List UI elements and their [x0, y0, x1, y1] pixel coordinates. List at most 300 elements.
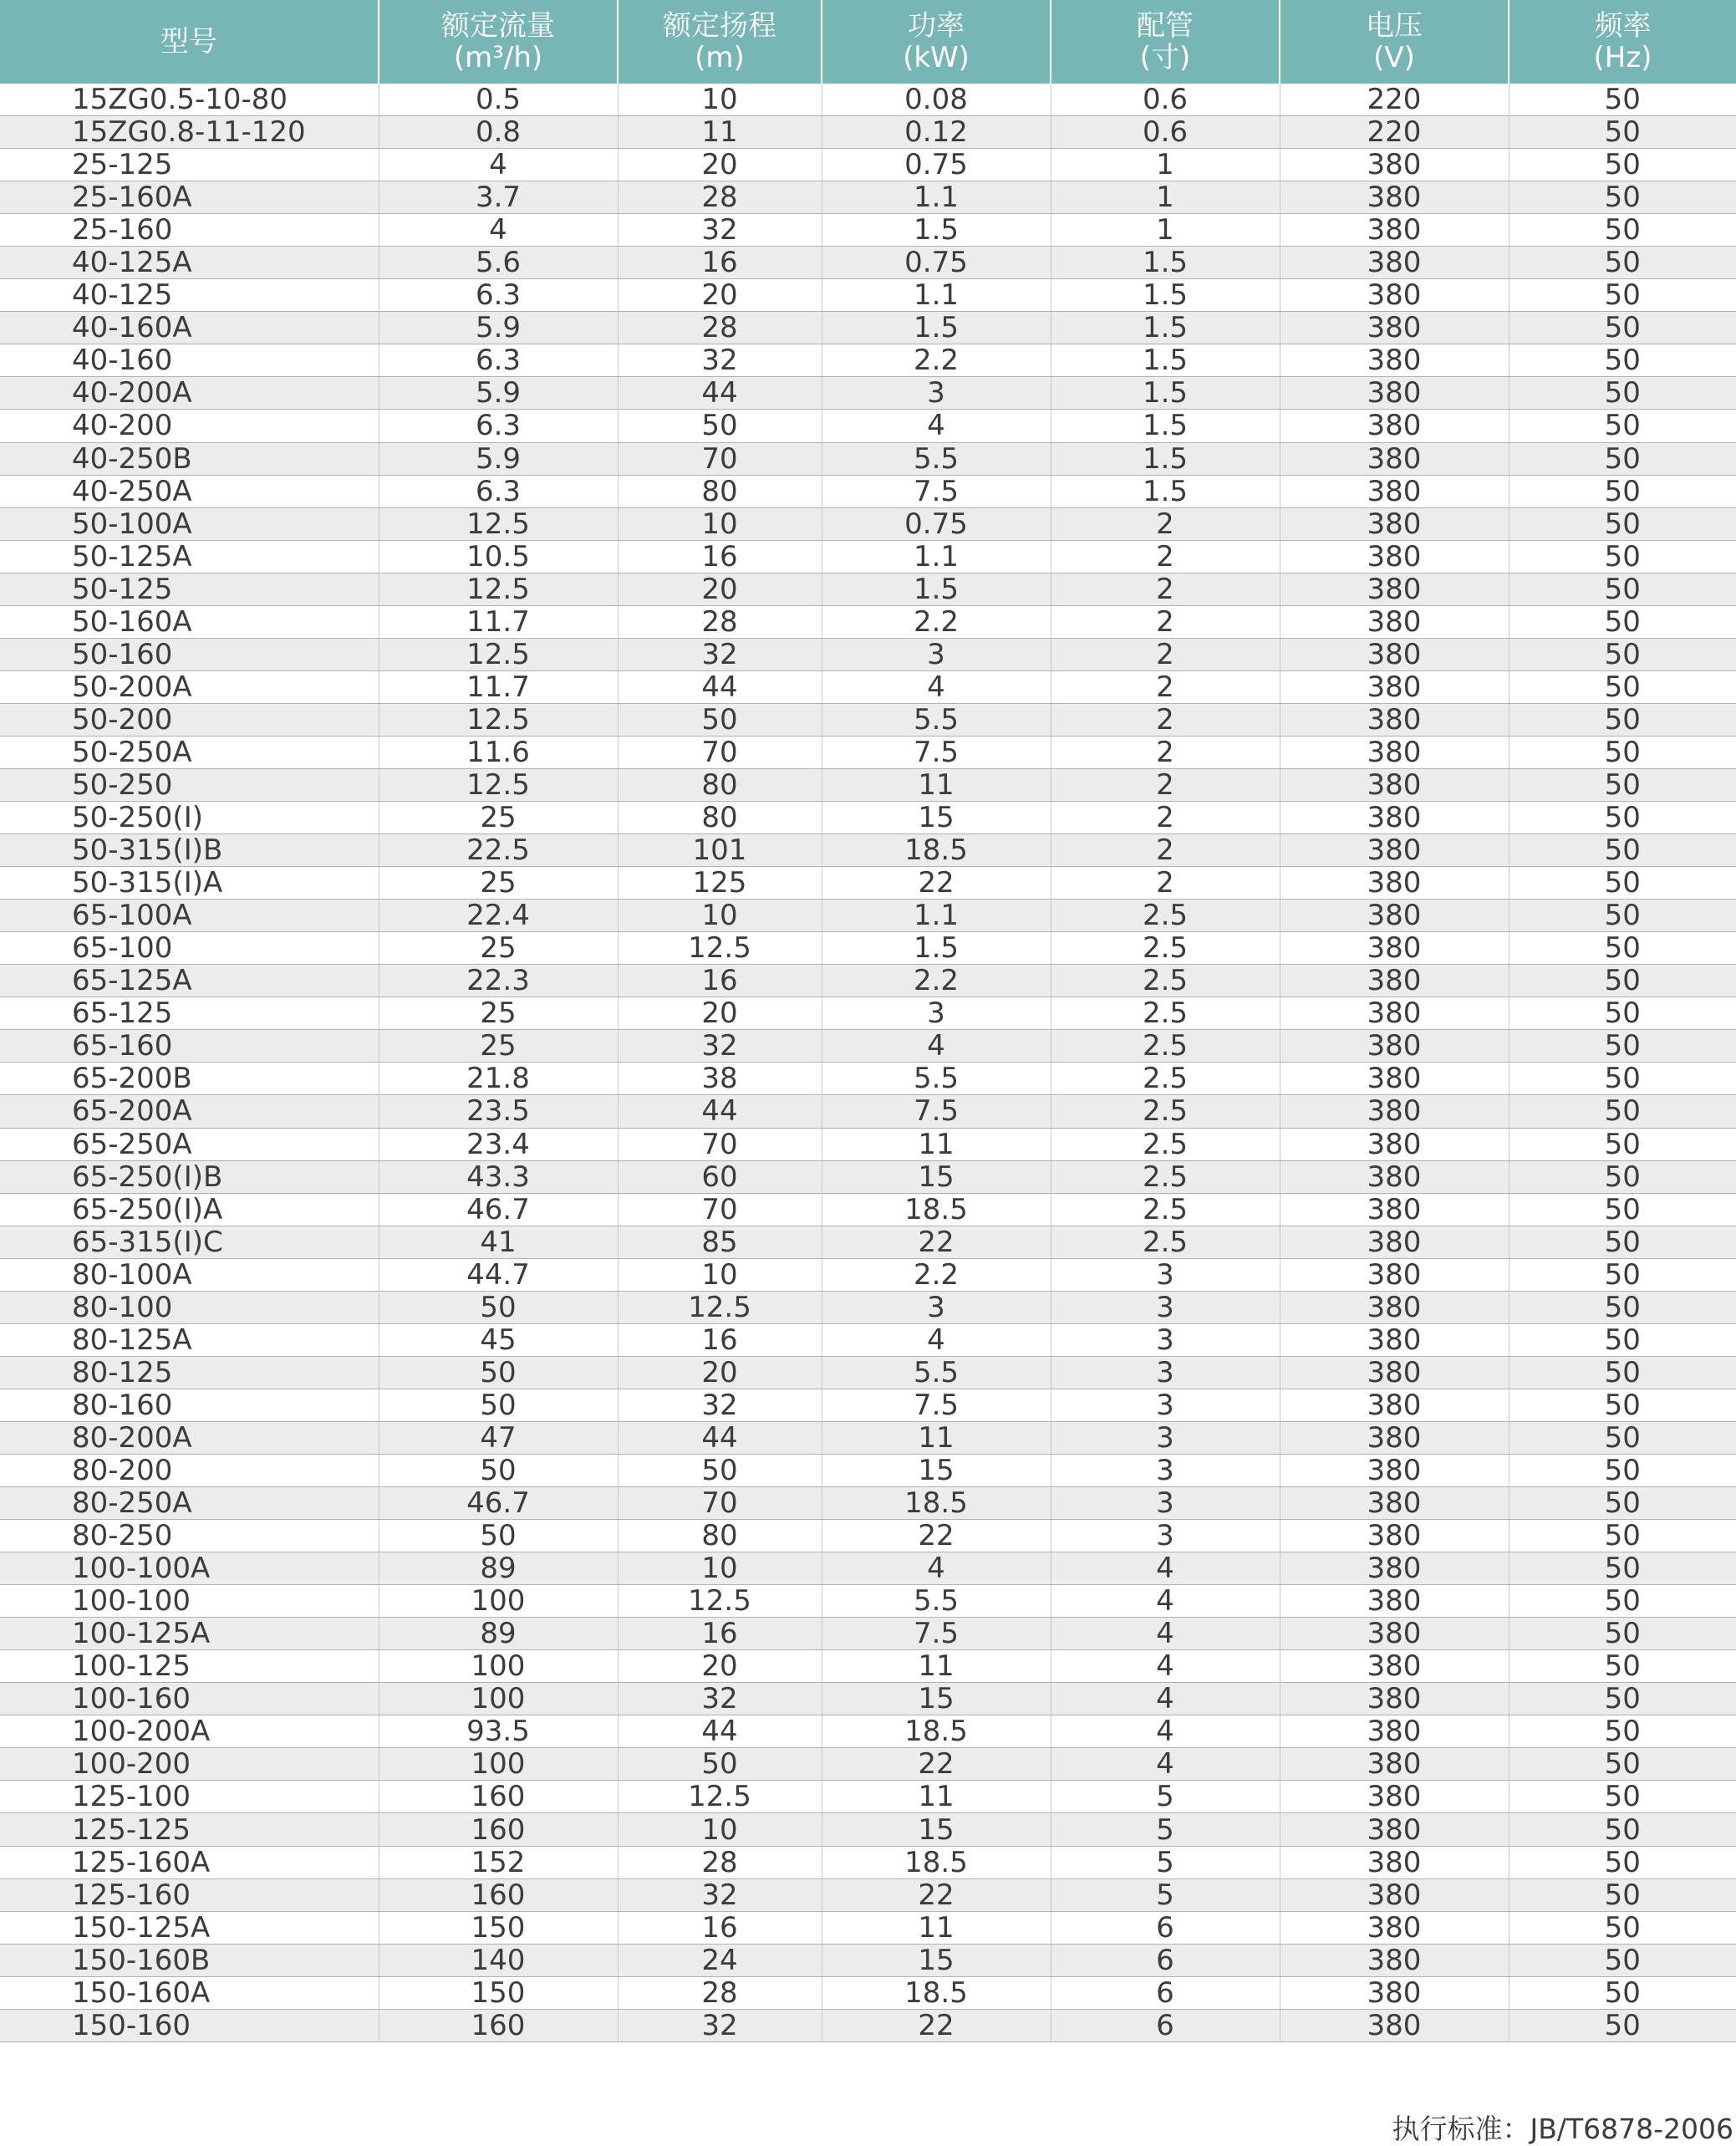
cell-model: 50-160A [0, 605, 379, 638]
cell-power: 1.1 [822, 900, 1051, 932]
table-row [0, 377, 1736, 410]
cell-model: 65-200A [0, 1095, 379, 1128]
cell-pipe: 6 [1051, 1976, 1280, 2009]
table-row [0, 1454, 1736, 1486]
table-row [0, 1813, 1736, 1846]
cell-pipe: 3 [1051, 1291, 1280, 1323]
cell-pipe: 4 [1051, 1585, 1280, 1618]
cell-power: 15 [822, 1944, 1051, 1976]
cell-frequency: 50 [1509, 344, 1736, 377]
cell-head: 101 [618, 834, 822, 867]
cell-head: 50 [618, 410, 822, 442]
cell-voltage: 380 [1280, 1487, 1509, 1520]
cell-voltage: 380 [1280, 1226, 1509, 1258]
cell-head: 80 [618, 802, 822, 834]
cell-flow: 50 [379, 1356, 618, 1389]
cell-power: 1.1 [822, 279, 1051, 312]
cell-power: 0.08 [822, 84, 1051, 116]
cell-model: 40-250A [0, 475, 379, 507]
cell-frequency: 50 [1509, 1846, 1736, 1878]
cell-flow: 25 [379, 932, 618, 965]
cell-model: 65-100 [0, 932, 379, 965]
cell-flow: 12.5 [379, 507, 618, 540]
cell-pipe: 2.5 [1051, 1063, 1280, 1095]
cell-model: 50-100A [0, 507, 379, 540]
table-row [0, 442, 1736, 475]
cell-flow: 22.4 [379, 900, 618, 932]
cell-head: 70 [618, 1487, 822, 1520]
cell-head: 70 [618, 1128, 822, 1160]
table-row [0, 1030, 1736, 1063]
cell-power: 11 [822, 1911, 1051, 1944]
cell-frequency: 50 [1509, 965, 1736, 997]
cell-frequency: 50 [1509, 410, 1736, 442]
cell-flow: 6.3 [379, 410, 618, 442]
cell-pipe: 5 [1051, 1813, 1280, 1846]
cell-flow: 50 [379, 1520, 618, 1552]
cell-frequency: 50 [1509, 1781, 1736, 1813]
cell-frequency: 50 [1509, 181, 1736, 214]
cell-head: 20 [618, 1650, 822, 1683]
cell-power: 5.5 [822, 1585, 1051, 1618]
cell-power: 22 [822, 2009, 1051, 2042]
cell-head: 32 [618, 638, 822, 670]
cell-power: 5.5 [822, 703, 1051, 736]
table-row [0, 181, 1736, 214]
cell-head: 80 [618, 768, 822, 801]
cell-voltage: 380 [1280, 1944, 1509, 1976]
cell-voltage: 380 [1280, 1356, 1509, 1389]
cell-flow: 150 [379, 1911, 618, 1944]
cell-power: 11 [822, 1650, 1051, 1683]
cell-model: 50-315(I)B [0, 834, 379, 867]
cell-voltage: 380 [1280, 1878, 1509, 1911]
cell-frequency: 50 [1509, 1683, 1736, 1715]
table-row [0, 932, 1736, 965]
cell-frequency: 50 [1509, 605, 1736, 638]
cell-head: 32 [618, 1878, 822, 1911]
cell-frequency: 50 [1509, 247, 1736, 279]
table-row [0, 1063, 1736, 1095]
table-row [0, 1585, 1736, 1618]
cell-head: 11 [618, 116, 822, 149]
cell-frequency: 50 [1509, 1552, 1736, 1585]
cell-pipe: 2.5 [1051, 997, 1280, 1030]
cell-head: 20 [618, 573, 822, 605]
cell-flow: 12.5 [379, 573, 618, 605]
cell-flow: 12.5 [379, 703, 618, 736]
cell-model: 65-160 [0, 1030, 379, 1063]
table-row [0, 900, 1736, 932]
cell-head: 44 [618, 377, 822, 410]
cell-pipe: 1.5 [1051, 410, 1280, 442]
cell-pipe: 3 [1051, 1356, 1280, 1389]
cell-model: 80-250 [0, 1520, 379, 1552]
cell-head: 16 [618, 247, 822, 279]
cell-pipe: 3 [1051, 1323, 1280, 1356]
cell-power: 22 [822, 1226, 1051, 1258]
cell-frequency: 50 [1509, 834, 1736, 867]
cell-model: 100-100A [0, 1552, 379, 1585]
cell-flow: 6.3 [379, 279, 618, 312]
standard-footnote: 执行标准：JB/T6878-2006 [1392, 2113, 1733, 2145]
cell-head: 28 [618, 1976, 822, 2009]
cell-voltage: 380 [1280, 965, 1509, 997]
header-flow [379, 0, 618, 84]
table-row [0, 1421, 1736, 1454]
cell-power: 3 [822, 997, 1051, 1030]
cell-head: 32 [618, 1683, 822, 1715]
table-row [0, 573, 1736, 605]
cell-power: 5.5 [822, 442, 1051, 475]
cell-power: 1.5 [822, 573, 1051, 605]
cell-voltage: 380 [1280, 1585, 1509, 1618]
cell-power: 7.5 [822, 475, 1051, 507]
cell-model: 40-125A [0, 247, 379, 279]
cell-model: 50-125A [0, 540, 379, 573]
table-row [0, 1552, 1736, 1585]
cell-model: 80-100A [0, 1258, 379, 1291]
cell-model: 40-250B [0, 442, 379, 475]
cell-voltage: 380 [1280, 1193, 1509, 1226]
cell-flow: 11.7 [379, 605, 618, 638]
cell-head: 20 [618, 279, 822, 312]
header-model [0, 0, 379, 84]
cell-head: 44 [618, 670, 822, 703]
cell-frequency: 50 [1509, 116, 1736, 149]
cell-model: 40-125 [0, 279, 379, 312]
cell-power: 3 [822, 1291, 1051, 1323]
cell-flow: 0.8 [379, 116, 618, 149]
header-row [0, 0, 1736, 84]
cell-voltage: 380 [1280, 410, 1509, 442]
cell-power: 11 [822, 768, 1051, 801]
cell-frequency: 50 [1509, 1520, 1736, 1552]
cell-frequency: 50 [1509, 1585, 1736, 1618]
cell-pipe: 2 [1051, 540, 1280, 573]
cell-pipe: 1.5 [1051, 279, 1280, 312]
cell-voltage: 380 [1280, 312, 1509, 344]
cell-model: 150-160 [0, 2009, 379, 2042]
table-row [0, 768, 1736, 801]
cell-voltage: 380 [1280, 1846, 1509, 1878]
cell-frequency: 50 [1509, 1128, 1736, 1160]
cell-power: 3 [822, 638, 1051, 670]
cell-model: 65-250(I)A [0, 1193, 379, 1226]
cell-pipe: 2 [1051, 507, 1280, 540]
cell-model: 125-100 [0, 1781, 379, 1813]
cell-model: 100-200A [0, 1715, 379, 1748]
cell-flow: 44.7 [379, 1258, 618, 1291]
cell-frequency: 50 [1509, 1976, 1736, 2009]
cell-power: 15 [822, 802, 1051, 834]
cell-head: 28 [618, 181, 822, 214]
cell-flow: 12.5 [379, 638, 618, 670]
cell-head: 80 [618, 1520, 822, 1552]
cell-model: 65-100A [0, 900, 379, 932]
cell-head: 50 [618, 1748, 822, 1781]
cell-frequency: 50 [1509, 1030, 1736, 1063]
table-row [0, 214, 1736, 247]
cell-head: 44 [618, 1715, 822, 1748]
cell-frequency: 50 [1509, 736, 1736, 768]
cell-power: 22 [822, 867, 1051, 900]
cell-pipe: 2.5 [1051, 1030, 1280, 1063]
table-row [0, 1356, 1736, 1389]
cell-pipe: 4 [1051, 1552, 1280, 1585]
cell-pipe: 3 [1051, 1258, 1280, 1291]
cell-head: 10 [618, 1552, 822, 1585]
cell-flow: 25 [379, 867, 618, 900]
table-row [0, 670, 1736, 703]
cell-pipe: 2 [1051, 573, 1280, 605]
cell-frequency: 50 [1509, 1095, 1736, 1128]
table-row [0, 997, 1736, 1030]
cell-flow: 5.6 [379, 247, 618, 279]
cell-flow: 11.7 [379, 670, 618, 703]
header-unit: (V) [1373, 41, 1415, 74]
header-label: 电压 [1366, 9, 1423, 43]
cell-pipe: 1.5 [1051, 475, 1280, 507]
cell-head: 10 [618, 84, 822, 116]
cell-model: 40-160A [0, 312, 379, 344]
table-row [0, 116, 1736, 149]
cell-head: 20 [618, 149, 822, 181]
cell-frequency: 50 [1509, 475, 1736, 507]
cell-pipe: 1 [1051, 181, 1280, 214]
cell-flow: 160 [379, 1878, 618, 1911]
cell-frequency: 50 [1509, 540, 1736, 573]
table-row [0, 84, 1736, 116]
cell-power: 18.5 [822, 1193, 1051, 1226]
cell-power: 18.5 [822, 834, 1051, 867]
cell-frequency: 50 [1509, 84, 1736, 116]
cell-pipe: 2.5 [1051, 932, 1280, 965]
cell-model: 50-315(I)A [0, 867, 379, 900]
table-row [0, 802, 1736, 834]
cell-flow: 5.9 [379, 377, 618, 410]
cell-voltage: 380 [1280, 736, 1509, 768]
table-row [0, 1487, 1736, 1520]
cell-voltage: 380 [1280, 1389, 1509, 1421]
cell-frequency: 50 [1509, 900, 1736, 932]
header-label: 额定扬程 [663, 9, 776, 43]
cell-model: 65-200B [0, 1063, 379, 1095]
cell-flow: 160 [379, 1813, 618, 1846]
cell-flow: 25 [379, 1030, 618, 1063]
cell-model: 25-125 [0, 149, 379, 181]
cell-frequency: 50 [1509, 638, 1736, 670]
cell-voltage: 380 [1280, 214, 1509, 247]
table-row [0, 1650, 1736, 1683]
cell-pipe: 5 [1051, 1781, 1280, 1813]
header-voltage [1280, 0, 1509, 84]
cell-head: 38 [618, 1063, 822, 1095]
cell-power: 22 [822, 1878, 1051, 1911]
cell-head: 12.5 [618, 1585, 822, 1618]
cell-flow: 46.7 [379, 1487, 618, 1520]
cell-frequency: 50 [1509, 149, 1736, 181]
cell-model: 65-125A [0, 965, 379, 997]
cell-pipe: 2.5 [1051, 1193, 1280, 1226]
table-row [0, 703, 1736, 736]
cell-power: 4 [822, 1030, 1051, 1063]
cell-frequency: 50 [1509, 1487, 1736, 1520]
cell-model: 15ZG0.8-11-120 [0, 116, 379, 149]
header-power [822, 0, 1051, 84]
cell-model: 50-125 [0, 573, 379, 605]
cell-frequency: 50 [1509, 1748, 1736, 1781]
cell-pipe: 2 [1051, 768, 1280, 801]
cell-flow: 25 [379, 802, 618, 834]
cell-flow: 41 [379, 1226, 618, 1258]
cell-power: 5.5 [822, 1356, 1051, 1389]
cell-voltage: 380 [1280, 1781, 1509, 1813]
cell-head: 12.5 [618, 1291, 822, 1323]
cell-flow: 46.7 [379, 1193, 618, 1226]
cell-model: 40-200 [0, 410, 379, 442]
table-body [0, 84, 1736, 2042]
cell-model: 65-315(I)C [0, 1226, 379, 1258]
cell-flow: 4 [379, 149, 618, 181]
cell-frequency: 50 [1509, 312, 1736, 344]
cell-head: 28 [618, 312, 822, 344]
cell-power: 15 [822, 1160, 1051, 1193]
cell-pipe: 2 [1051, 802, 1280, 834]
cell-pipe: 2 [1051, 834, 1280, 867]
cell-pipe: 4 [1051, 1683, 1280, 1715]
cell-model: 80-200 [0, 1454, 379, 1486]
cell-flow: 3.7 [379, 181, 618, 214]
cell-flow: 6.3 [379, 344, 618, 377]
cell-voltage: 380 [1280, 1258, 1509, 1291]
cell-pipe: 2 [1051, 703, 1280, 736]
cell-power: 1.5 [822, 214, 1051, 247]
cell-flow: 50 [379, 1291, 618, 1323]
cell-pipe: 2 [1051, 638, 1280, 670]
cell-power: 4 [822, 410, 1051, 442]
table-row [0, 1160, 1736, 1193]
cell-head: 32 [618, 1389, 822, 1421]
cell-flow: 47 [379, 1421, 618, 1454]
cell-pipe: 1.5 [1051, 442, 1280, 475]
cell-head: 16 [618, 540, 822, 573]
cell-flow: 100 [379, 1650, 618, 1683]
cell-model: 80-125A [0, 1323, 379, 1356]
cell-model: 50-200 [0, 703, 379, 736]
cell-pipe: 3 [1051, 1520, 1280, 1552]
cell-voltage: 380 [1280, 670, 1509, 703]
table-row [0, 834, 1736, 867]
cell-frequency: 50 [1509, 279, 1736, 312]
cell-frequency: 50 [1509, 1650, 1736, 1683]
cell-voltage: 380 [1280, 442, 1509, 475]
cell-flow: 100 [379, 1748, 618, 1781]
cell-head: 20 [618, 997, 822, 1030]
table-row [0, 736, 1736, 768]
cell-flow: 152 [379, 1846, 618, 1878]
table-row [0, 1683, 1736, 1715]
cell-voltage: 380 [1280, 1291, 1509, 1323]
cell-frequency: 50 [1509, 442, 1736, 475]
table-header [0, 0, 1736, 84]
cell-frequency: 50 [1509, 1813, 1736, 1846]
cell-flow: 23.5 [379, 1095, 618, 1128]
cell-model: 15ZG0.5-10-80 [0, 84, 379, 116]
cell-frequency: 50 [1509, 1878, 1736, 1911]
cell-head: 32 [618, 1030, 822, 1063]
cell-voltage: 380 [1280, 1911, 1509, 1944]
cell-pipe: 6 [1051, 2009, 1280, 2042]
cell-head: 10 [618, 1813, 822, 1846]
table-row [0, 247, 1736, 279]
cell-voltage: 380 [1280, 997, 1509, 1030]
cell-power: 0.75 [822, 149, 1051, 181]
cell-model: 80-100 [0, 1291, 379, 1323]
cell-pipe: 3 [1051, 1389, 1280, 1421]
cell-flow: 22.3 [379, 965, 618, 997]
cell-flow: 45 [379, 1323, 618, 1356]
cell-model: 100-125 [0, 1650, 379, 1683]
cell-voltage: 380 [1280, 638, 1509, 670]
table-row [0, 1911, 1736, 1944]
table-row [0, 1878, 1736, 1911]
cell-model: 125-160A [0, 1846, 379, 1878]
cell-flow: 6.3 [379, 475, 618, 507]
cell-model: 125-160 [0, 1878, 379, 1911]
cell-flow: 23.4 [379, 1128, 618, 1160]
header-label: 配管 [1137, 9, 1194, 43]
cell-power: 2.2 [822, 344, 1051, 377]
cell-model: 80-160 [0, 1389, 379, 1421]
cell-model: 80-125 [0, 1356, 379, 1389]
cell-power: 22 [822, 1748, 1051, 1781]
cell-head: 50 [618, 703, 822, 736]
cell-voltage: 380 [1280, 1063, 1509, 1095]
cell-flow: 21.8 [379, 1063, 618, 1095]
cell-head: 85 [618, 1226, 822, 1258]
cell-model: 50-250 [0, 768, 379, 801]
cell-flow: 5.9 [379, 312, 618, 344]
table-row [0, 344, 1736, 377]
cell-frequency: 50 [1509, 1258, 1736, 1291]
cell-model: 50-160 [0, 638, 379, 670]
cell-power: 15 [822, 1813, 1051, 1846]
cell-voltage: 380 [1280, 1683, 1509, 1715]
cell-frequency: 50 [1509, 1193, 1736, 1226]
table-row [0, 1520, 1736, 1552]
cell-power: 0.75 [822, 247, 1051, 279]
cell-pipe: 1 [1051, 149, 1280, 181]
cell-model: 25-160 [0, 214, 379, 247]
table-row [0, 410, 1736, 442]
cell-pipe: 4 [1051, 1650, 1280, 1683]
cell-model: 65-125 [0, 997, 379, 1030]
table-row [0, 867, 1736, 900]
header-label: 功率 [908, 9, 965, 43]
cell-model: 25-160A [0, 181, 379, 214]
cell-flow: 5.9 [379, 442, 618, 475]
table-row [0, 1193, 1736, 1226]
cell-pipe: 1 [1051, 214, 1280, 247]
cell-frequency: 50 [1509, 997, 1736, 1030]
cell-flow: 25 [379, 997, 618, 1030]
cell-power: 18.5 [822, 1487, 1051, 1520]
cell-voltage: 380 [1280, 1650, 1509, 1683]
cell-pipe: 5 [1051, 1846, 1280, 1878]
cell-power: 1.5 [822, 312, 1051, 344]
cell-pipe: 4 [1051, 1748, 1280, 1781]
